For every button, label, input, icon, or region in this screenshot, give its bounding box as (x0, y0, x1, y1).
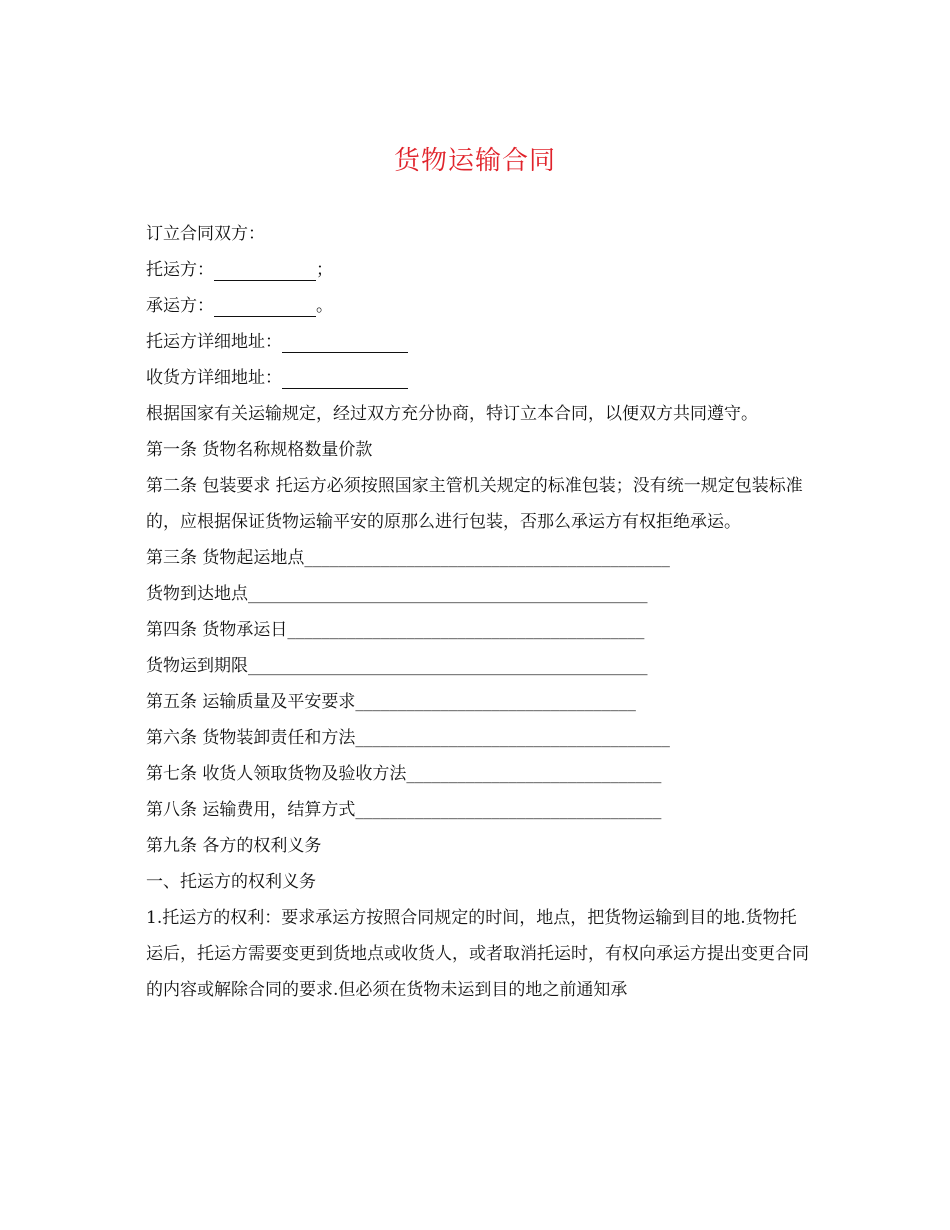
article-6: 第六条 货物装卸责任和方法_____________________________________ (146, 728, 670, 748)
article-1: 第一条 货物名称规格数量价款 (146, 440, 373, 460)
shipper-address-blank (282, 330, 408, 353)
receiver-address-label: 收货方详细地址： (146, 368, 282, 388)
section-1-heading: 一、托运方的权利义务 (146, 872, 316, 892)
shipper-rights-paragraph: 1.托运方的权利：要求承运方按照合同规定的时间，地点，把货物运输到目的地.货物托运后，托运方需要变更到货地点或收货人，或者取消托运时，有权向承运方提出变更合同的内容或解除合同的要求.但必须在货物未运到目的地之前通知承 (146, 908, 809, 1000)
carrier-label: 承运方： (146, 296, 214, 316)
document-body (146, 216, 810, 1008)
shipper-label: 托运方： (146, 260, 214, 280)
carrier-end: 。 (316, 296, 333, 316)
shipper-end: ； (316, 260, 333, 280)
article-4-deadline: 货物运到期限_______________________________________________ (146, 656, 648, 676)
article-3-destination: 货物到达地点_______________________________________________ (146, 584, 648, 604)
article-9: 第九条 各方的权利义务 (146, 836, 322, 856)
carrier-line (146, 288, 810, 324)
article-4: 第四条 货物承运日__________________________________________ (146, 620, 645, 640)
article-2: 第二条 包装要求 托运方必须按照国家主管机关规定的标准包装；没有统一规定包装标准的，应根据保证货物运输平安的原那么进行包装，否那么承运方有权拒绝承运。 (146, 476, 803, 532)
article-8: 第八条 运输费用，结算方式____________________________________ (146, 800, 662, 820)
intro-line: 订立合同双方： (146, 224, 265, 244)
article-7: 第七条 收货人领取货物及验收方法______________________________ (146, 764, 662, 784)
shipper-line (146, 252, 810, 288)
article-5: 第五条 运输质量及平安要求_________________________________ (146, 692, 636, 712)
shipper-address-line (146, 324, 810, 360)
shipper-address-label: 托运方详细地址： (146, 332, 282, 352)
document-title: 货物运输合同 (393, 146, 556, 176)
article-3: 第三条 货物起运地点___________________________________________ (146, 548, 670, 568)
receiver-address-blank (282, 366, 408, 389)
receiver-address-line (146, 360, 810, 396)
shipper-blank (214, 258, 316, 281)
carrier-blank (214, 294, 316, 317)
preamble-paragraph: 根据国家有关运输规定，经过双方充分协商，特订立本合同，以便双方共同遵守。 (146, 404, 758, 424)
